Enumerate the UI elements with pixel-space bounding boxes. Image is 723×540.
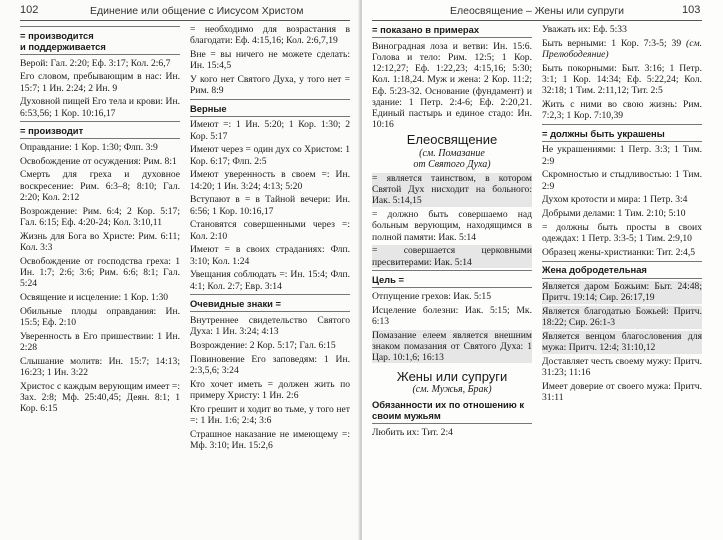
index-entry bbox=[190, 24, 350, 46]
index-entry bbox=[542, 381, 702, 403]
index-entry bbox=[190, 244, 350, 266]
index-entry bbox=[542, 208, 702, 219]
index-entry bbox=[190, 219, 350, 241]
index-entry bbox=[190, 315, 350, 337]
left-column-1 bbox=[20, 24, 180, 417]
right-column-2 bbox=[542, 24, 702, 406]
section-heading: = производит bbox=[20, 124, 84, 136]
section-subtitle-wives: (см. Мужья, Брак) bbox=[412, 384, 492, 396]
index-entry bbox=[542, 169, 702, 191]
index-entry bbox=[542, 222, 702, 244]
entry-text: Скромностью и стыдливостью: 1 Тим. 2:9 bbox=[542, 169, 702, 192]
index-entry bbox=[542, 356, 702, 378]
divider bbox=[372, 270, 532, 271]
entry-text: Его словом, пребывающим в нас: Ин. 15:7; 1 Ин. 2:24; 2 Ин. 9 bbox=[20, 71, 180, 94]
index-entry bbox=[20, 256, 180, 290]
index-entry bbox=[542, 194, 702, 205]
entry-text: Духом кротости и мира: 1 Петр. 3:4 bbox=[542, 194, 688, 206]
index-entry bbox=[542, 144, 702, 166]
entry-text: Верой: Гал. 2:20; Еф. 3:17; Кол. 2:6,7 bbox=[20, 57, 171, 69]
index-entry: = является таинством, в котором Святой Дух нисходит на больного: Иак. 5:14,15 bbox=[372, 173, 532, 207]
left-page-running-title: Единение или общение с Иисусом Христом bbox=[90, 5, 304, 17]
entry-text: Является благодатью Божьей: Притч. 18:22; Сир. 26:1-3 bbox=[542, 306, 702, 329]
index-entry bbox=[20, 356, 180, 378]
entry-text: Кто грешит и ходит во тьме, у того нет =: 1 Ин. 1:6; 2:4; 3:6 bbox=[190, 403, 350, 426]
entry-text: Повиновение Его заповедям: 1 Ин. 2:3,5,6; 3:24 bbox=[190, 353, 350, 376]
section-heading: = должны быть украшены bbox=[542, 127, 665, 139]
duty-entry: Любить их: Тит. 2:4 bbox=[372, 426, 453, 438]
index-entry bbox=[20, 156, 180, 167]
right-page-running-title: Елеосвящение – Жены или супруги bbox=[450, 5, 625, 17]
divider bbox=[542, 261, 702, 262]
entry-text: Освобождение от осуждения: Рим. 8:1 bbox=[20, 155, 177, 167]
index-entry bbox=[20, 58, 180, 69]
entry-text: Образец жены-христианки: Тит. 2:4,5 bbox=[542, 246, 696, 258]
index-entry bbox=[20, 292, 180, 303]
index-entry bbox=[190, 169, 350, 191]
entry-text: Не украшениями: 1 Петр. 3:3; 1 Тим. 2:9 bbox=[542, 144, 702, 167]
entry-text: Имеют через = один дух со Христом: 1 Кор. 6:17; Флп. 2:5 bbox=[190, 144, 350, 167]
index-entry bbox=[20, 306, 180, 328]
entry-text: Является венцом благословения для мужа: Притч. 12:4; 31:10,12 bbox=[542, 331, 702, 354]
index-entry bbox=[190, 269, 350, 291]
index-entry bbox=[542, 281, 702, 303]
entry-text: Уважать их: Еф. 5:33 bbox=[542, 24, 627, 35]
index-entry bbox=[20, 96, 180, 118]
entry-text: У кого нет Святого Духа, у того нет = Рим. 8:9 bbox=[190, 74, 350, 97]
entry-text: Имеют =: 1 Ин. 5:20; 1 Кор. 1:30; 2 Кор. 5:17 bbox=[190, 119, 350, 142]
entry-text: Духовной пищей Его тела и крови: Ин. 6:53,56; 1 Кор. 10:16,17 bbox=[20, 96, 180, 119]
right-page-number: 103 bbox=[682, 4, 701, 16]
section-title-wives: Жены или супруги bbox=[396, 369, 508, 385]
entry-text: Быть верными: 1 Кор. 7:3-5; 39 bbox=[542, 37, 682, 49]
entry-text: Быть покорными: Быт. 3:16; 1 Петр. 3:1; 1 Кор. 14:34; Еф. 5:22,24; Кол. 32:18; 1 Тим. 2:11,12; Тит. 2:5 bbox=[542, 62, 702, 97]
entry-text: Является даром Божьим: Быт. 24:48; Притч. 19:14; Сир. 26:17,19 bbox=[542, 281, 702, 304]
index-entry bbox=[542, 24, 702, 35]
index-entry bbox=[542, 306, 702, 328]
entry-text: Возрождение: Рим. 6:4; 2 Кор. 5:17; Гал. 6:15; Еф. 4:20-24; Кол. 3:10,11 bbox=[20, 205, 180, 228]
entry-text: Доставляет честь своему мужу: Притч. 31:23; 11:16 bbox=[542, 356, 702, 379]
entry-text: Обильные плоды оправдания: Ин. 15:5; Еф. 2:10 bbox=[20, 305, 180, 328]
divider bbox=[20, 121, 180, 122]
index-entry bbox=[190, 429, 350, 451]
entry-text: Страшное наказание не имеющему =: Мф. 3:10; Ин. 15:2,6 bbox=[190, 428, 350, 451]
index-entry bbox=[190, 340, 350, 351]
divider bbox=[372, 37, 532, 38]
entry-text: Оправдание: 1 Кор. 1:30; Флп. 3:9 bbox=[20, 141, 158, 153]
index-entry bbox=[20, 169, 180, 203]
entry-text: Христос с каждым верующим имеет =: Зах. 2:8; Мф. 25:40,45; Деян. 8:1; 1 Кор. 6:15 bbox=[20, 380, 180, 414]
left-page-number: 102 bbox=[20, 4, 39, 16]
entry-text: Уверенность в Его пришествии: 1 Ин. 2:28 bbox=[20, 330, 180, 353]
left-header-rule bbox=[20, 20, 350, 21]
section-heading: Жена добродетельная bbox=[542, 264, 647, 276]
divider bbox=[372, 423, 532, 424]
index-entry bbox=[190, 194, 350, 216]
entry-text: Вне = вы ничего не можете сделать: Ин. 15:4,5 bbox=[190, 49, 350, 72]
index-entry bbox=[190, 404, 350, 426]
index-entry: = совершается церковными пресвитерами: Иак. 5:14 bbox=[372, 245, 532, 268]
divider bbox=[190, 294, 350, 295]
entry-text: Возрождение: 2 Кор. 5:17; Гал. 6:15 bbox=[190, 339, 336, 351]
index-entry bbox=[20, 206, 180, 228]
index-entry: Исцеление болезни: Иак. 5:15; Мк. 6:13 bbox=[372, 304, 532, 327]
right-page bbox=[362, 0, 723, 540]
right-header-rule bbox=[372, 20, 702, 21]
index-entry bbox=[190, 144, 350, 166]
left-page bbox=[0, 0, 361, 540]
index-entry bbox=[190, 119, 350, 141]
divider bbox=[542, 141, 702, 142]
section-title-unction: Елеосвящение bbox=[406, 132, 498, 148]
index-entry: Отпущение грехов: Иак. 5:15 bbox=[372, 290, 492, 302]
divider bbox=[20, 26, 180, 27]
entry-text: Кто хочет иметь = должен жить по примеру Христу: 1 Ин. 2:6 bbox=[190, 378, 350, 401]
section-heading: Верные bbox=[190, 102, 227, 114]
entry-text: Слышание молитв: Ин. 15:7; 14:13; 16:23; 1 Ин. 3:22 bbox=[20, 355, 180, 378]
section-heading: = производится и поддерживается bbox=[20, 29, 106, 52]
index-entry bbox=[190, 74, 350, 96]
index-entry bbox=[20, 142, 180, 153]
divider bbox=[190, 99, 350, 100]
section-heading: Очевидные знаки = bbox=[190, 297, 281, 309]
divider bbox=[542, 124, 702, 125]
goal-heading: Цель = bbox=[372, 274, 404, 286]
index-entry bbox=[542, 99, 702, 121]
divider bbox=[372, 287, 532, 288]
index-entry bbox=[190, 354, 350, 376]
index-entry: Помазание елеем является внешним знаком помазания от Святого Духа: 1 Цар. 10:1,6; 16:13 bbox=[372, 329, 532, 364]
right-page-header bbox=[362, 4, 723, 20]
divider bbox=[20, 138, 180, 139]
left-column-2 bbox=[190, 24, 350, 454]
goal-entries bbox=[372, 291, 532, 363]
entry-text: = должны быть просты в своих одеждах: 1 Петр. 3:3-5; 1 Тим. 2:9,10 bbox=[542, 221, 702, 245]
entry-text: Внутреннее свидетельство Святого Духа: 1 Ин. 3:24; 4:13 bbox=[190, 314, 350, 337]
entry-text: Вступают в = в Тайной вечери: Ин. 6:56; 1 Кор. 10:16,17 bbox=[190, 194, 350, 217]
left-page-header bbox=[0, 4, 361, 20]
index-entry bbox=[542, 63, 702, 97]
index-entry: = должно быть совершаемо над больным верующим, находящимся в полной памяти: Иак. 5:14 bbox=[372, 209, 532, 243]
divider bbox=[542, 278, 702, 279]
examples-heading: = показано в примерах bbox=[372, 24, 480, 35]
entry-text: = необходимо для возрастания в благодати: Еф. 4:15,16; Кол. 2:6,7,19 bbox=[190, 24, 350, 47]
entry-text: Добрыми делами: 1 Тим. 2:10; 5:10 bbox=[542, 208, 686, 220]
divider bbox=[190, 311, 350, 312]
right-column-1 bbox=[372, 24, 532, 440]
entry-text: Увещания соблюдать =: Ин. 15:4; Флп. 4:1; Кол. 2:7; Евр. 3:14 bbox=[190, 269, 350, 292]
entry-text: Освящение и исцеление: 1 Кор. 1:30 bbox=[20, 291, 169, 303]
entry-text: Жизнь для Бога во Христе: Рим. 6:11; Кол. 3:3 bbox=[20, 230, 180, 253]
section-subtitle-unction: (см. Помазание от Святого Духа) bbox=[413, 147, 491, 170]
entry-cross-reference: (см. Прелюбодеяние) bbox=[542, 37, 702, 60]
index-entry bbox=[542, 247, 702, 258]
index-entry bbox=[190, 379, 350, 401]
index-entry bbox=[190, 49, 350, 71]
index-entry bbox=[542, 331, 702, 353]
examples-paragraph: Виноградная лоза и ветви: Ин. 15:6. Голова и тело: Рим. 12:5; 1 Кор. 12:12,27; Еф. 1:22,23; 4:15,16; 5:30; Кол. 1:18,24. Муж и жена: 2 Кор. 11:2; Еф. 5:23-32. Основание (фундамент) и здание: 1 Петр. 2:4-6; Еф. 2:20,21. Единый пастырь и единое стадо: Ин. 10:16 bbox=[372, 40, 532, 131]
divider bbox=[190, 116, 350, 117]
index-entry bbox=[542, 38, 702, 60]
duties-heading: Обязанности их по отношению к своим мужьям bbox=[372, 398, 525, 421]
entry-text: Имеют уверенность в своем =: Ин. 14:20; 1 Ин. 3:24; 4:13; 5:20 bbox=[190, 169, 350, 192]
index-entry bbox=[20, 71, 180, 93]
entry-text: Имеют = в своих страданиях: Флп. 3:10; Кол. 1:24 bbox=[190, 244, 350, 267]
index-entry bbox=[20, 231, 180, 253]
entry-text: Смерть для греха и духовное воскресение: Рим. 6:3–8; 8:10; Гал. 2:20; Кол. 2:12 bbox=[20, 169, 180, 203]
entry-text: Жить с ними во свою жизнь: Рим. 7:2,3; 1 Кор. 7:10,39 bbox=[542, 99, 702, 122]
index-entry bbox=[20, 381, 180, 415]
entry-text: Становятся совершенными через =: Кол. 2:10 bbox=[190, 219, 350, 242]
divider bbox=[20, 54, 180, 55]
entry-text: Освобождение от господства греха: 1 Ин. 1:7; 2:6; 3:6; Рим. 6:6; 8:1; Гал. 5:24 bbox=[20, 255, 180, 289]
index-entry bbox=[20, 331, 180, 353]
unction-entries bbox=[372, 173, 532, 268]
entry-text: Имеет доверие от своего мужа: Притч. 31:11 bbox=[542, 381, 702, 404]
